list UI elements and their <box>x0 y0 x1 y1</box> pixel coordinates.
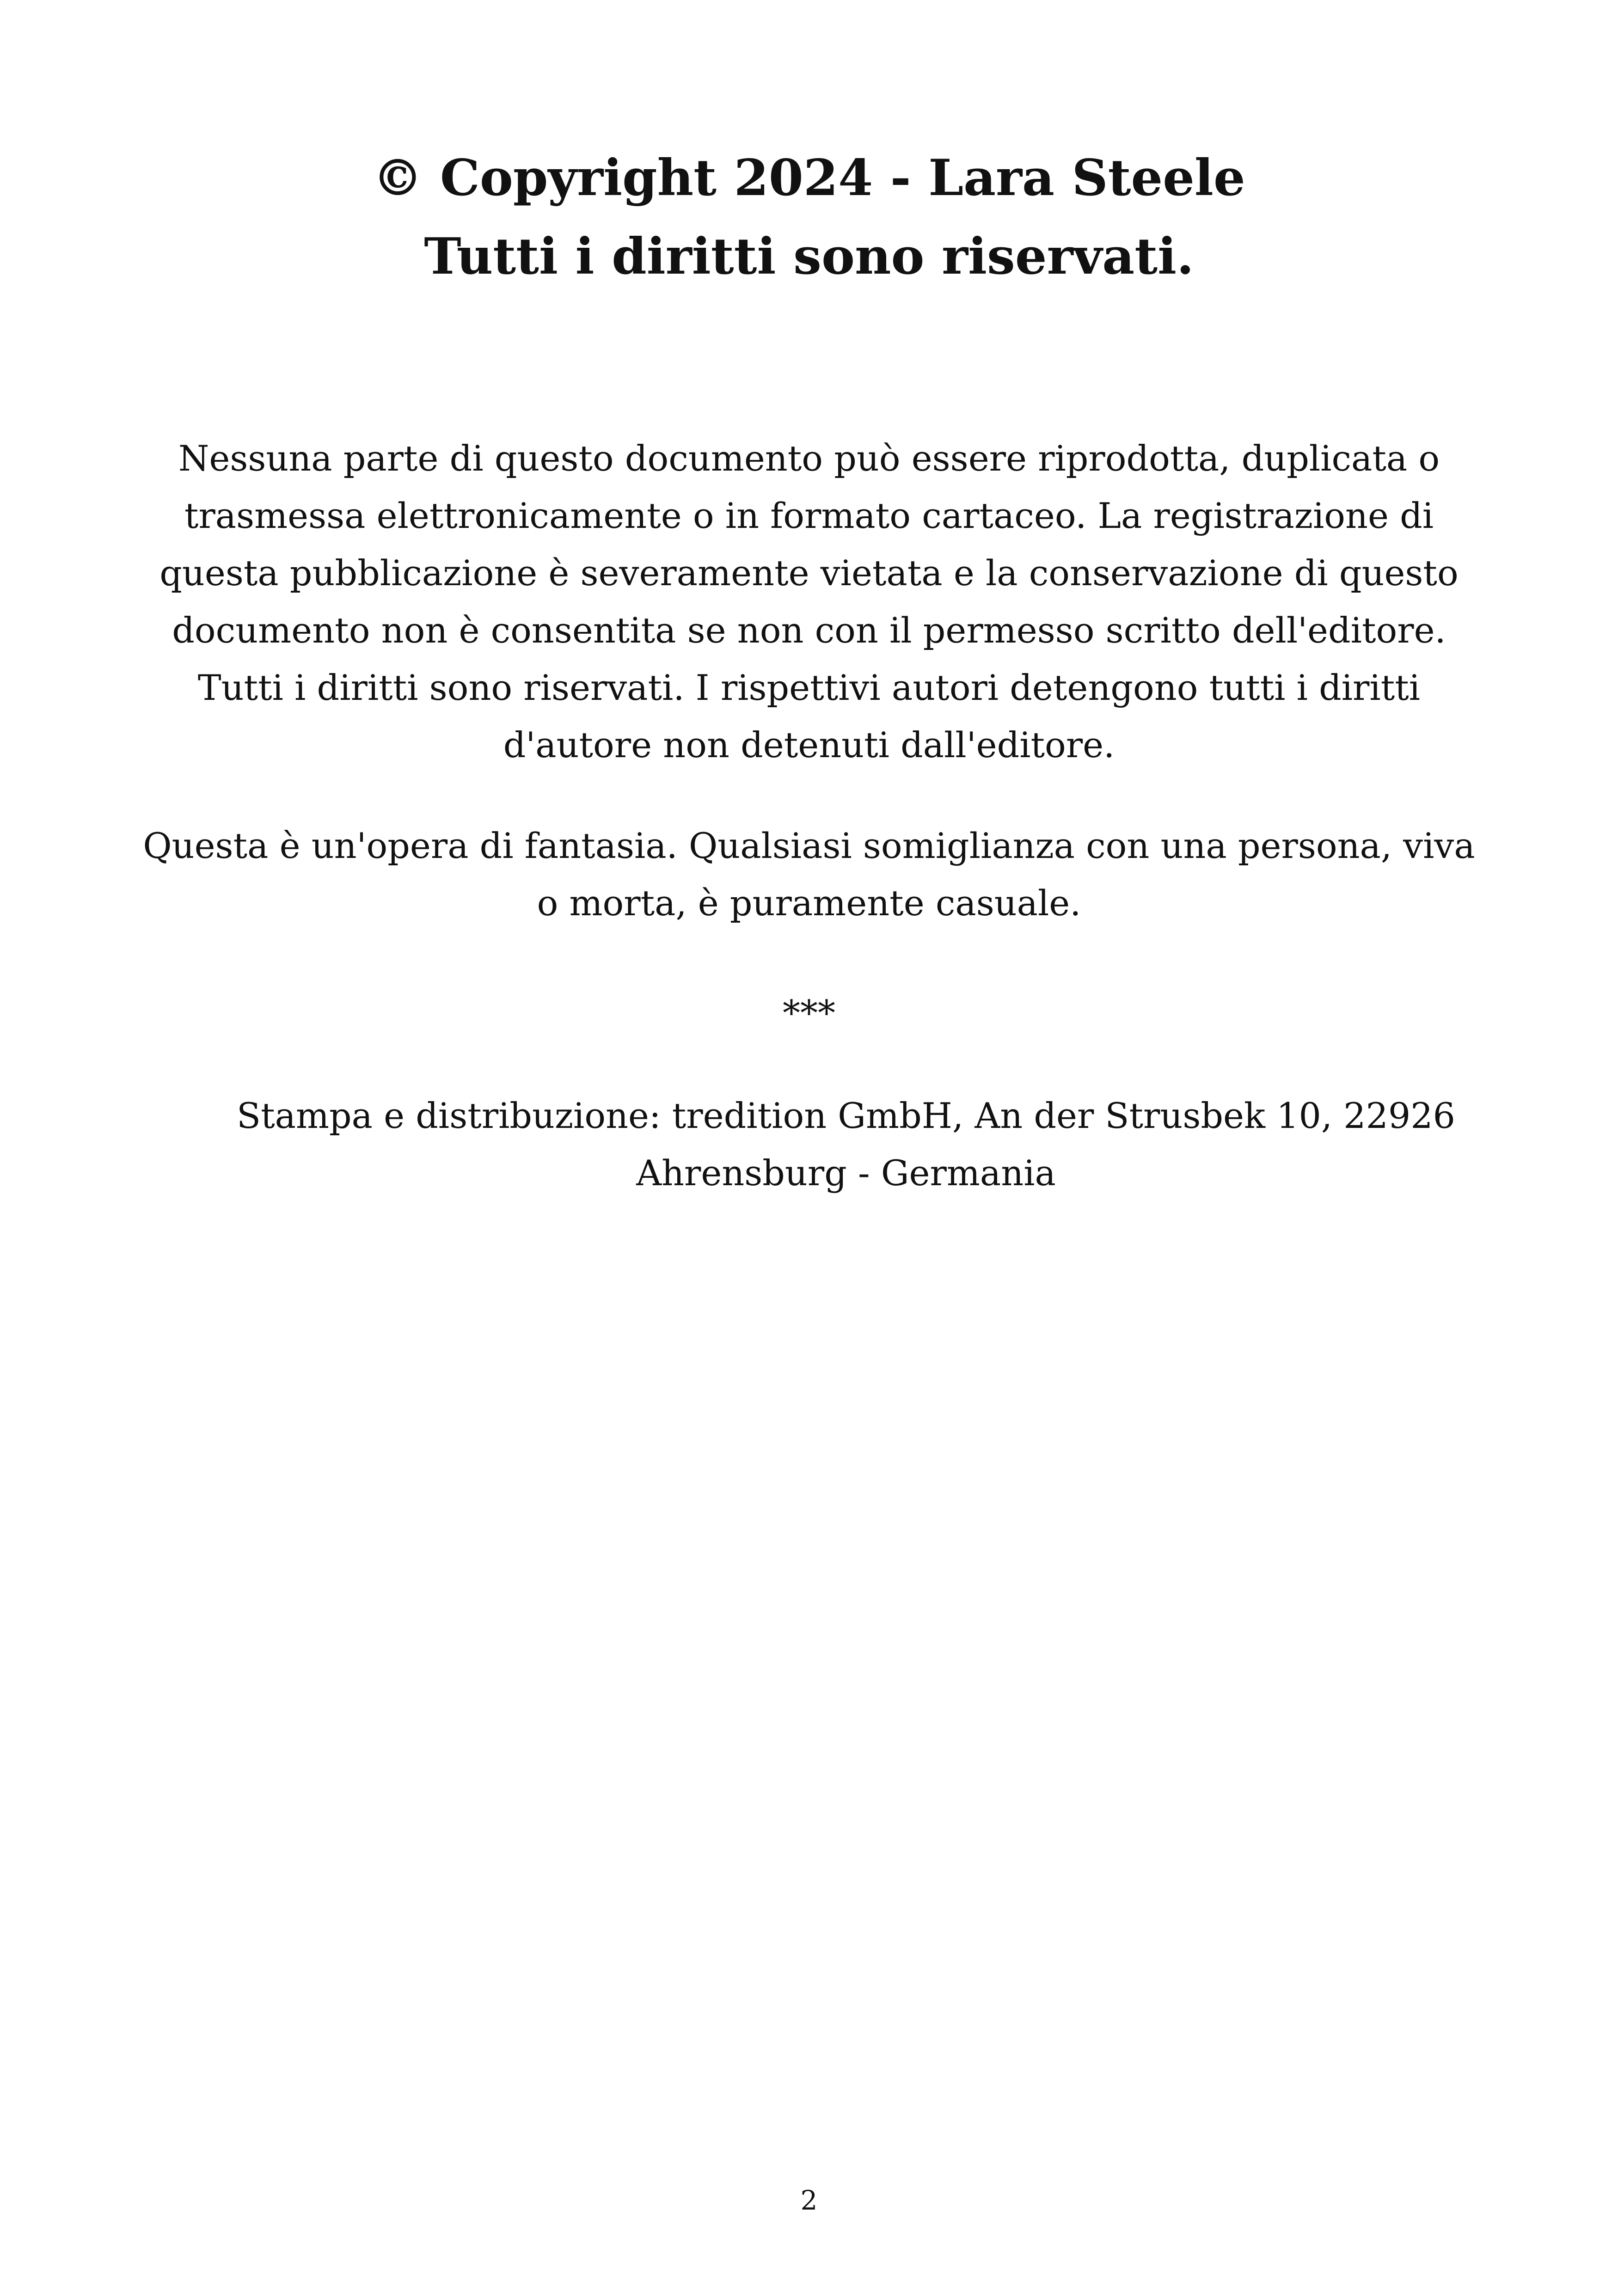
copyright-line: © Copyright 2024 - Lara Steele <box>373 149 1245 207</box>
section-separator: *** <box>783 992 835 1034</box>
legal-notice-paragraph: Nessuna parte di questo documento può essere riprodotta, duplicata o trasmessa elettronicamente o in formato cartaceo. La registrazione di questa pubblicazione è severamente vietata e la conservazione di questo documento non è consentita se non con il permesso scritto dell'editore. Tutti i diritti sono riservati. I rispettivi autori detengono tutti i diritti d'autore non detenuti dall'editore. <box>159 438 1459 765</box>
copyright-heading <box>139 139 1479 296</box>
page-number: 2 <box>800 2185 818 2216</box>
fiction-disclaimer-paragraph: Questa è un'opera di fantasia. Qualsiasi somiglianza con una persona, viva o morta, è puramente casuale. <box>143 825 1475 924</box>
printer-imprint: Stampa e distribuzione: tredition GmbH, An der Strusbek 10, 22926 Ahrensburg - Germania <box>237 1095 1455 1194</box>
rights-reserved-line: Tutti i diritti sono riservati. <box>424 227 1194 286</box>
